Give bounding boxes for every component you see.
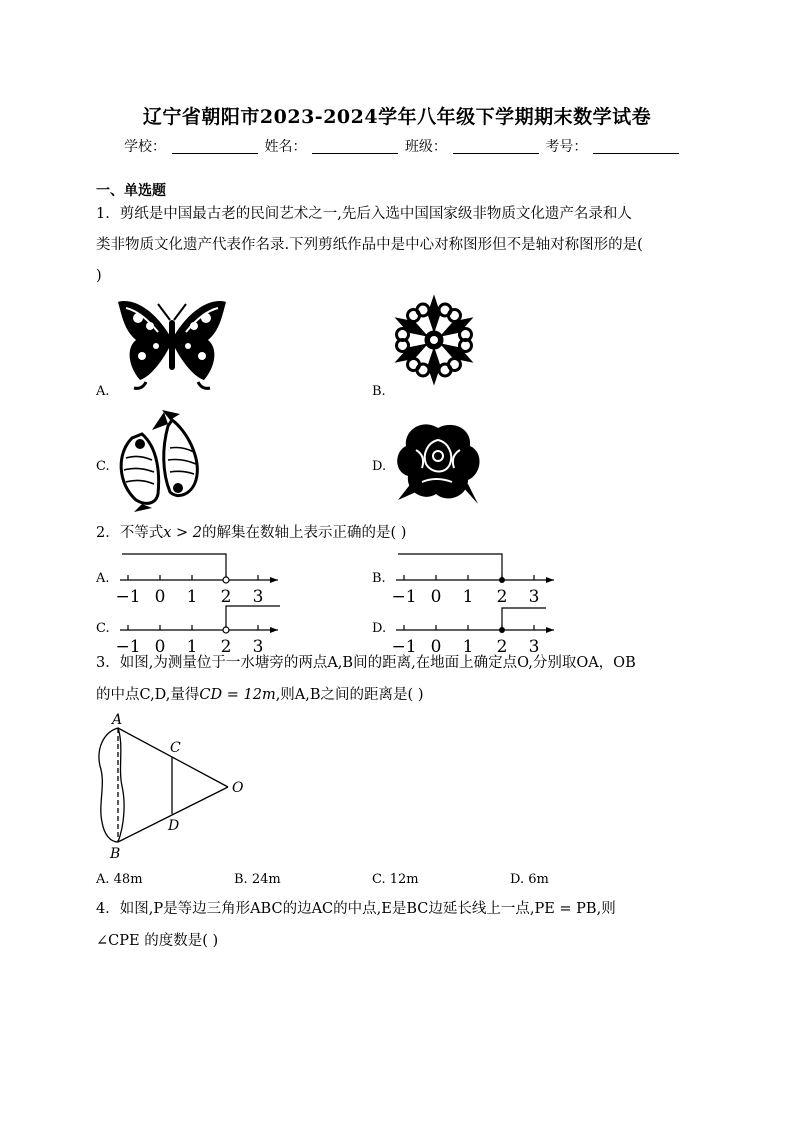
point-label-a: A — [112, 712, 123, 728]
tick-label: −1 — [115, 587, 141, 606]
q1-line1: 1．剪纸是中国最古老的民间艺术之一,先后入选中国国家级非物质文化遗产名录和人 — [96, 206, 632, 222]
tick-label: 2 — [220, 637, 232, 656]
q3-line2-expr: CD = 12m — [199, 687, 276, 703]
student-info-line — [124, 136, 679, 156]
section-heading: 一、单选题 — [96, 183, 166, 199]
tick-label: 3 — [528, 637, 540, 656]
snowflake-papercut-icon — [386, 292, 482, 388]
tick-label: 1 — [462, 587, 474, 606]
q4-line1: 4．如图,P是等边三角形ABC的边AC的中点,E是BC边延长线上一点,PE = PB,则 — [96, 901, 616, 917]
double-fish-papercut-icon — [112, 408, 212, 514]
q2-option-b[interactable]: B. — [372, 571, 386, 586]
tick-label: 3 — [252, 587, 264, 606]
q4-line2: ∠CPE 的度数是( ) — [96, 933, 219, 949]
q1-line2: 类非物质文化遗产代表作名录.下列剪纸作品中是中心对称图形但不是轴对称图形的是( — [96, 237, 643, 253]
q2-option-a[interactable]: A. — [96, 571, 110, 586]
q3-option-c[interactable]: C. 12m — [372, 872, 419, 887]
tick-label: −1 — [115, 637, 141, 656]
tick-label: 1 — [462, 637, 474, 656]
q1-line3: ) — [96, 268, 102, 284]
tick-label: 0 — [154, 587, 166, 606]
q1-option-c[interactable]: C. — [96, 459, 110, 474]
q3-line2 — [96, 680, 423, 710]
number-line-b — [388, 550, 560, 606]
school-blank[interactable] — [172, 153, 258, 154]
tick-label: 1 — [186, 637, 198, 656]
tick-label: 1 — [186, 587, 198, 606]
class-blank[interactable] — [453, 153, 539, 154]
pond-triangle-figure — [94, 708, 264, 866]
tick-label: −1 — [391, 637, 417, 656]
exam-no-label: 考号： — [545, 139, 588, 155]
q3-option-d[interactable]: D. 6m — [510, 872, 549, 887]
tick-label: −1 — [391, 587, 417, 606]
q2-option-d[interactable]: D. — [372, 621, 387, 636]
school-label: 学校： — [124, 139, 166, 155]
tick-label: 0 — [430, 587, 442, 606]
q2-text-post: 的解集在数轴上表示正确的是( ) — [202, 525, 407, 541]
number-line-a — [112, 550, 284, 606]
peony-papercut-icon — [392, 416, 484, 508]
point-label-b: B — [110, 846, 121, 862]
tick-label: 2 — [496, 587, 508, 606]
q3-option-a[interactable]: A. 48m — [96, 872, 143, 887]
point-label-d: D — [168, 818, 180, 834]
q3-line1: 3．如图,为测量位于一水塘旁的两点A,B间的距离,在地面上确定点O,分别取OA，OB — [96, 655, 636, 671]
tick-label: 2 — [220, 587, 232, 606]
butterfly-papercut-icon — [112, 296, 232, 392]
exam-no-blank[interactable] — [593, 153, 679, 154]
name-label: 姓名： — [264, 139, 307, 155]
tick-label: 2 — [496, 637, 508, 656]
tick-label: 3 — [528, 587, 540, 606]
exam-title: 辽宁省朝阳市2023-2024学年八年级下学期期末数学试卷 — [142, 106, 652, 128]
q2-option-c[interactable]: C. — [96, 621, 110, 636]
tick-label: 3 — [252, 637, 264, 656]
q3-line2-post: ,则A,B之间的距离是( ) — [275, 687, 424, 703]
tick-label: 0 — [154, 637, 166, 656]
q2-stem — [96, 518, 406, 548]
q1-option-b[interactable]: B. — [372, 384, 386, 399]
q2-expression: x > 2 — [163, 525, 203, 541]
point-label-c: C — [170, 740, 181, 756]
q1-option-a[interactable]: A. — [96, 384, 110, 399]
q3-line2-pre: 的中点C,D,量得 — [96, 687, 200, 703]
class-label: 班级： — [404, 139, 447, 155]
q3-option-b[interactable]: B. 24m — [234, 872, 281, 887]
q1-option-d[interactable]: D. — [372, 459, 387, 474]
q2-text-pre: 2．不等式 — [96, 525, 164, 541]
point-label-o: O — [232, 780, 244, 796]
tick-label: 0 — [430, 637, 442, 656]
name-blank[interactable] — [312, 153, 398, 154]
